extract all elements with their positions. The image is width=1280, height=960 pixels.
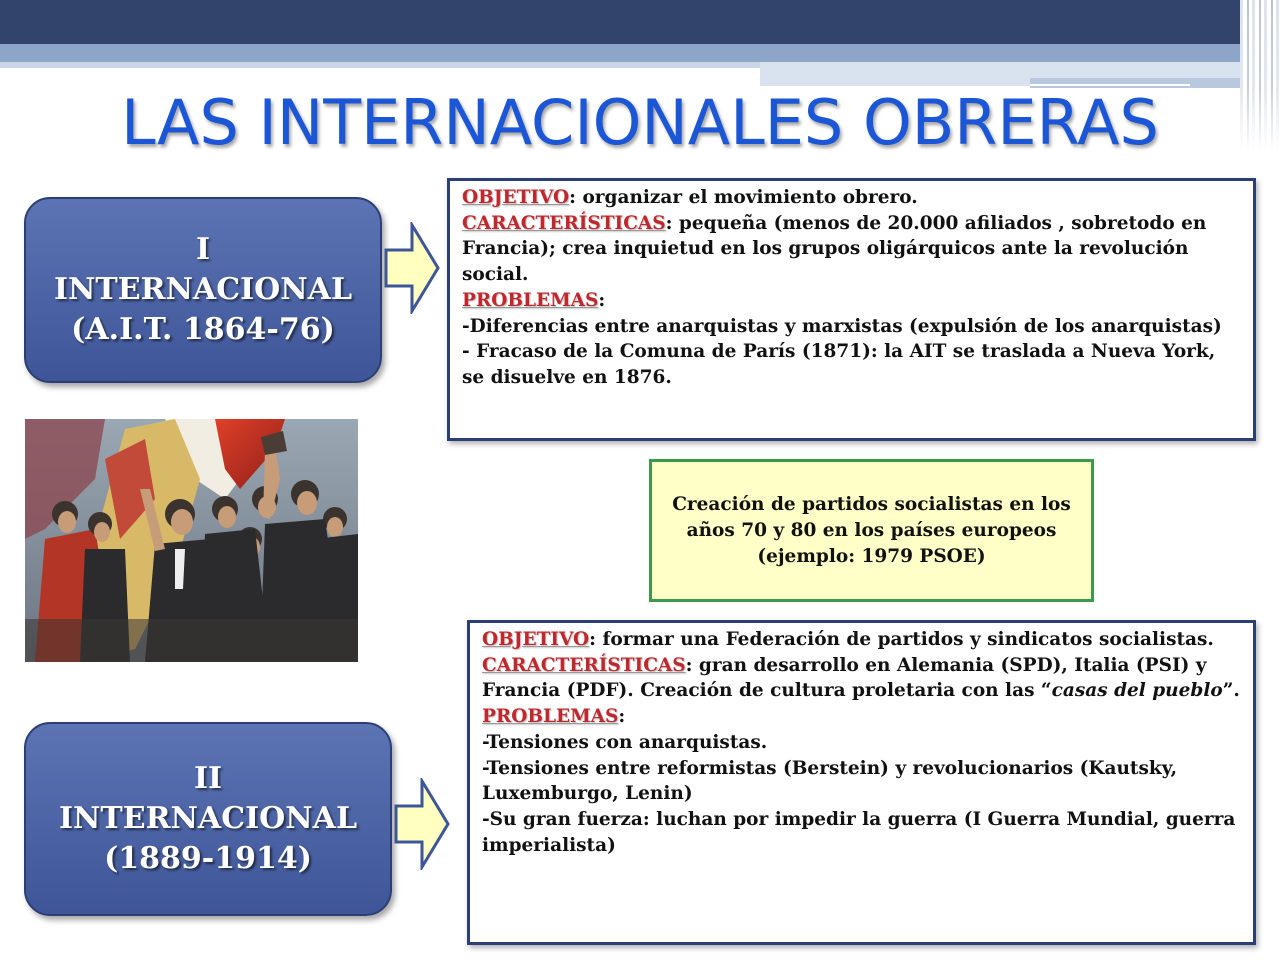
caracteristicas-text: : pequeña (menos de 20.000 afiliados , sobretodo en Francia); crea inquietud en los grupos oligárquicos ante la revolución social. (462, 212, 1207, 286)
second-problema-1: -Tensiones con anarquistas. (482, 731, 768, 753)
first-international-box (24, 197, 382, 383)
socialist-parties-note (649, 459, 1094, 602)
second-international-heading-line1: II (193, 761, 223, 796)
caracteristicas-end: ”. (1222, 680, 1240, 702)
second-caracteristicas (482, 653, 1241, 704)
first-caracteristicas (462, 211, 1241, 288)
first-international-heading-line1: I (195, 232, 211, 267)
second-international-box (24, 722, 392, 916)
second-international-heading-line3: (1889-1914) (104, 841, 312, 876)
second-problema-3: -Su gran fuerza: luchan por impedir la guerra (I Guerra Mundial, guerra imperialista) (482, 808, 1236, 856)
second-objetivo (482, 627, 1241, 653)
second-international-heading-line2: INTERNACIONAL (58, 801, 358, 836)
first-objetivo (462, 185, 1241, 211)
caracteristicas-text: : gran desarrollo en Alemania (SPD), Italia (PSI) y Francia (PDF). Creación de cultura proletaria con las “ (482, 654, 1207, 702)
header-band-mid (0, 44, 1280, 62)
second-problema-2: -Tensiones entre reformistas (Berstein) y revolucionarios (Kautsky, Luxemburgo, Lenin) (482, 757, 1178, 805)
header-band-dark (0, 0, 1280, 44)
first-international-heading-line2: INTERNACIONAL (53, 272, 353, 307)
painting-workers-with-flag (25, 419, 358, 662)
arrow-right-icon (383, 222, 441, 314)
first-problema-1: -Diferencias entre anarquistas y marxistas (expulsión de los anarquistas) (462, 315, 1222, 337)
objetivo-text: : organizar el movimiento obrero. (569, 187, 918, 208)
objetivo-text: : formar una Federación de partidos y sindicatos socialistas. (589, 629, 1214, 650)
arrow-right-icon (393, 778, 451, 870)
first-international-heading-line3: (A.I.T. 1864-76) (71, 312, 335, 347)
first-problema-2: - Fracaso de la Comuna de París (1871): la AIT se traslada a Nueva York, se disuelve en 1876. (462, 341, 1216, 388)
first-problemas (462, 288, 1241, 314)
caracteristicas-italic: casas del pueblo (1051, 680, 1223, 702)
note-text: Creación de partidos socialistas en los años 70 y 80 en los países europeos (ejemplo: 1979 PSOE) (672, 493, 1071, 567)
caracteristicas-label: CARACTERÍSTICAS (462, 212, 666, 234)
caracteristicas-label: CARACTERÍSTICAS (482, 654, 686, 676)
second-international-details (467, 620, 1256, 945)
objetivo-label: OBJETIVO (482, 629, 590, 650)
objetivo-label: OBJETIVO (462, 187, 570, 208)
problemas-colon: : (598, 289, 606, 311)
problemas-label: PROBLEMAS (462, 289, 599, 311)
slide-title: LAS INTERNACIONALES OBRERAS (121, 86, 1159, 159)
problemas-label: PROBLEMAS (482, 706, 619, 728)
problemas-colon: : (618, 706, 626, 728)
second-problemas (482, 704, 1241, 730)
first-international-details (447, 178, 1256, 441)
